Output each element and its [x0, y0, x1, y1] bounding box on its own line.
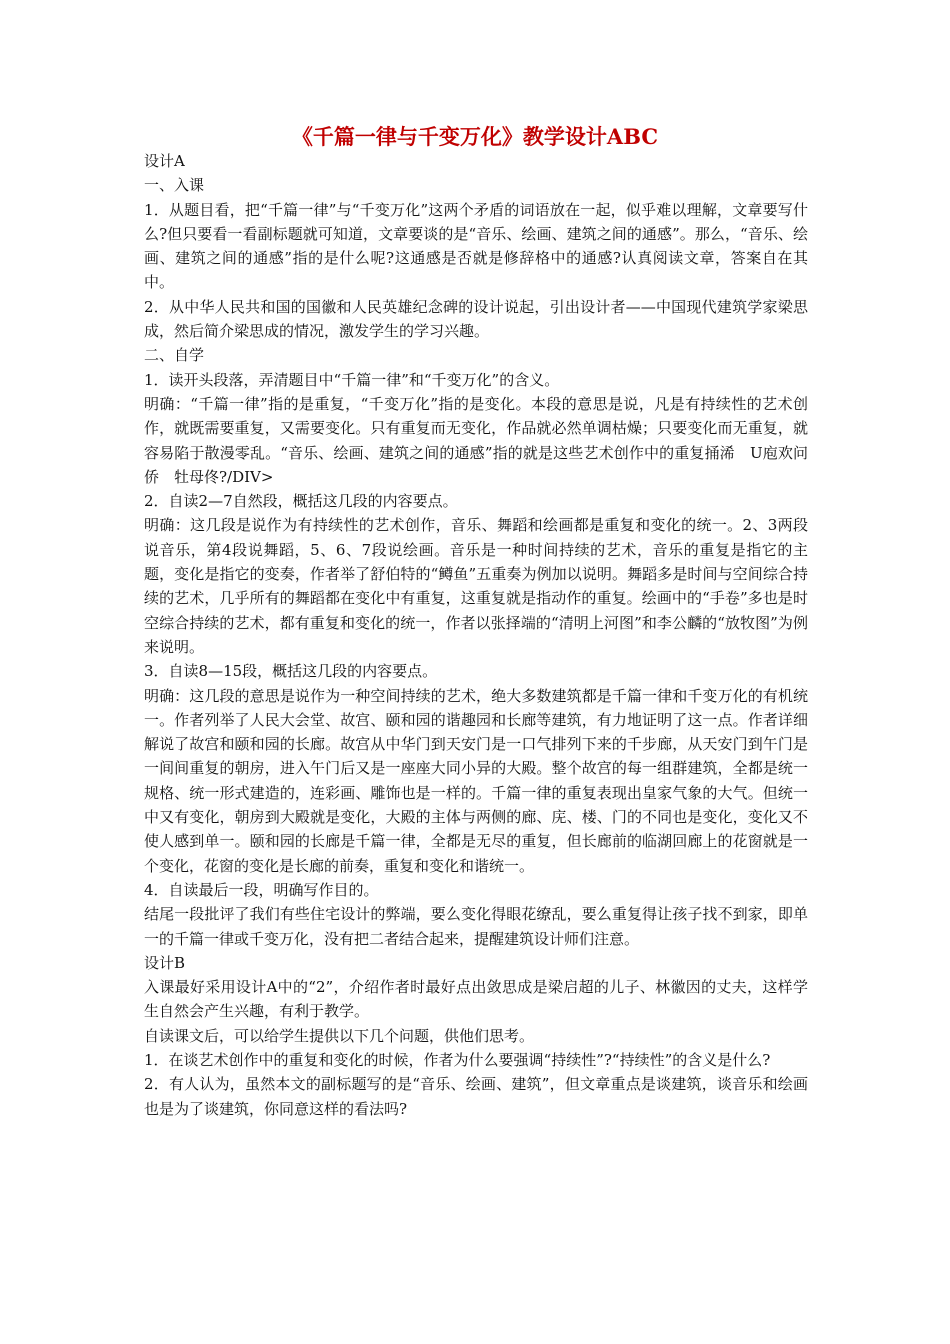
- paragraph: 明确：这几段是说作为有持续性的艺术创作，音乐、舞蹈和绘画都是重复和变化的统一。2、3两段说音乐，第4段说舞蹈，5、6、7段说绘画。音乐是一种时间持续的艺术，音乐的重复是指它的主题，变化是指它的变奏，作者举了舒伯特的“鳟鱼”五重奏为例加以说明。舞蹈多是时间与空间综合持续的艺术，几乎所有的舞蹈都在变化中有重复，这重复就是指动作的重复。绘画中的“手卷”多也是时空综合持续的艺术，都有重复和变化的统一，作者以张择端的“清明上河图”和李公麟的“放牧图”为例来说明。: [144, 516, 808, 656]
- paragraph: 明确：这几段的意思是说作为一种空间持续的艺术，绝大多数建筑都是千篇一律和千变万化的有机统一。作者列举了人民大会堂、故宫、颐和园的谐趣园和长廊等建筑，有力地证明了这一点。作者详细解说了故宫和颐和园的长廊。故宫从中华门到天安门是一口气排列下来的千步廊，从天安门到午门是一间间重复的朝房，进入午门后又是一座座大同小异的大殿。整个故宫的每一组群建筑，全都是统一规格、统一形式建造的，连彩画、雕饰也是一样的。千篇一律的重复表现出皇家气象的大气。但统一中又有变化，朝房到大殿就是变化，大殿的主体与两侧的廊、庑、楼、门的不同也是变化，变化又不使人感到单一。颐和园的长廊是千篇一律，全都是无尽的重复，但长廊前的临湖回廊上的花窗就是一个变化，花窗的变化是长廊的前奏，重复和变化和谐统一。: [144, 686, 808, 875]
- paragraph: 1．读开头段落，弄清题目中“千篇一律”和“千变万化”的含义。: [144, 370, 560, 389]
- paragraph: 二、自学: [144, 346, 205, 365]
- paragraph: 2．有人认为，虽然本文的副标题写的是“音乐、绘画、建筑”，但文章重点是谈建筑，谈音乐和绘画也是为了谈建筑，你同意这样的看法吗?: [144, 1075, 808, 1118]
- paragraph: 2．自读2—7自然段，概括这几段的内容要点。: [144, 492, 458, 511]
- paragraph: 入课最好采用设计A中的“2”，介绍作者时最好点出敛思成是梁启超的儿子、林徽因的丈夫，这样学生自然会产生兴趣，有利于教学。: [144, 978, 808, 1021]
- paragraph: 2．从中华人民共和国的国徽和人民英雄纪念碑的设计说起，引出设计者——中国现代建筑学家梁思成，然后简介梁思成的情况，激发学生的学习兴趣。: [144, 297, 808, 341]
- paragraph: 结尾一段批评了我们有些住宅设计的弊端，要么变化得眼花缭乱，要么重复得让孩子找不到家，即单一的千篇一律或千变万化，没有把二者结合起来，提醒建筑设计师们注意。: [144, 905, 808, 948]
- paragraph: 4．自读最后一段，明确写作目的。: [144, 880, 379, 899]
- paragraph: 1．从题目看，把“千篇一律”与“千变万化”这两个矛盾的词语放在一起，似乎难以理解，文章要写什么?但只要看一看副标题就可知道，文章要谈的是“音乐、绘画、建筑之间的通感”。那么，“音乐、绘画、建筑之间的通感”指的是什么呢?这通感是否就是修辞格中的通感?认真阅读文章，答案自在其中。: [144, 200, 808, 292]
- paragraph: 自读课文后，可以给学生提供以下几个问题，供他们思考。: [144, 1026, 535, 1045]
- paragraph: 明确：“千篇一律”指的是重复，“千变万化”指的是变化。本段的意思是说，凡是有持续性的艺术创作，就既需要重复，又需要变化。只有重复而无变化，作品就必然单调枯燥；只要变化而无重复，就容易陷于散漫零乱。“音乐、绘画、建筑之间的通感”指的就是这些艺术创作中的重复捅浠 U庖欢问侨 牡母佟?/DIV>: [144, 394, 808, 486]
- paragraph: 3．自读8—15段，概括这几段的内容要点。: [144, 662, 438, 681]
- paragraph: 设计A: [144, 152, 185, 170]
- paragraph: 一、入课: [144, 176, 205, 195]
- paragraph: 设计B: [144, 953, 186, 972]
- document-title: 《千篇一律与千变万化》教学设计ABC: [291, 124, 659, 149]
- paragraph: 1．在谈艺术创作中的重复和变化的时候，作者为什么要强调“持续性”?“持续性”的含义是什么?: [144, 1050, 771, 1069]
- document-body: [144, 149, 808, 1121]
